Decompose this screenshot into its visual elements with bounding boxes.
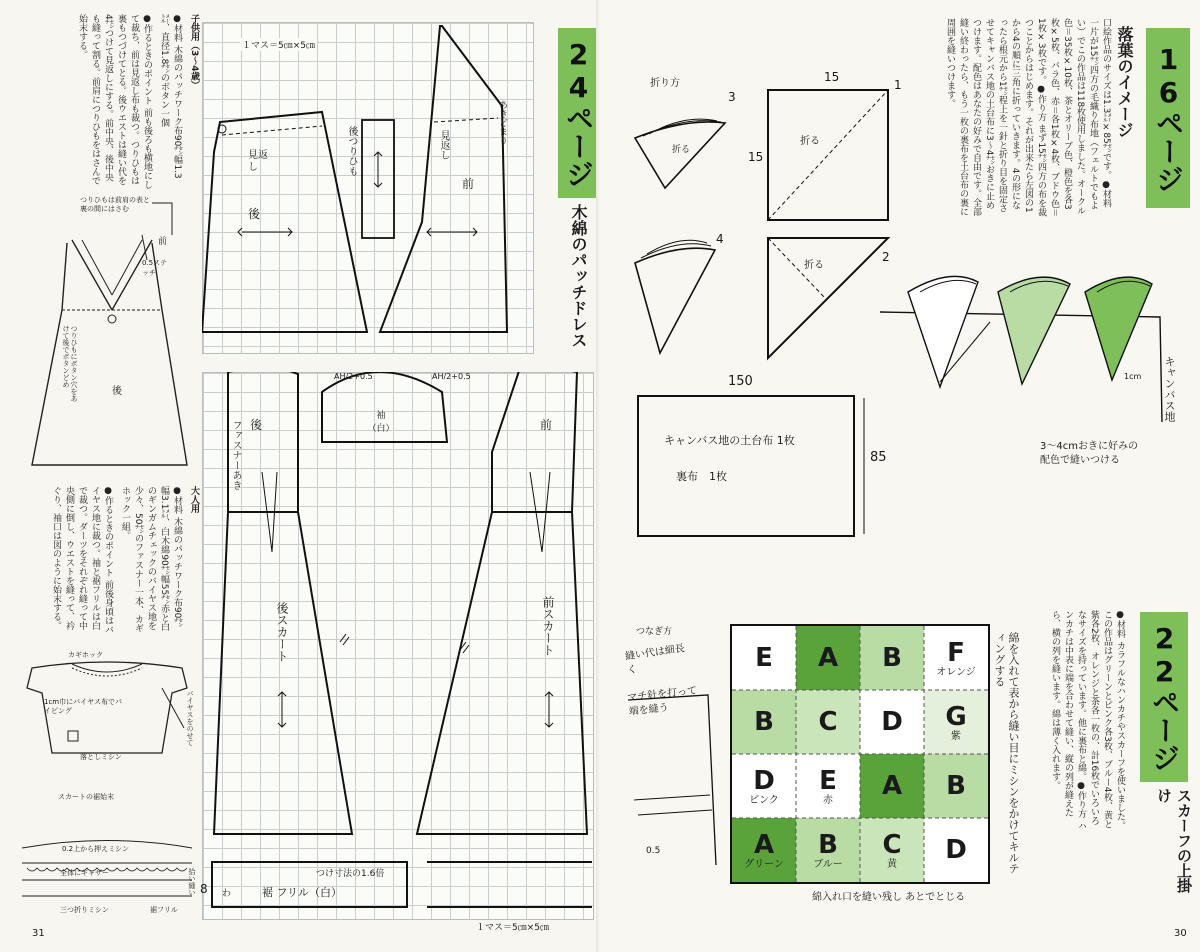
adult-materials: ●材料 木綿のパッチワーク布90㌢幅3.1㍍、白木綿90㌢幅55㌢赤と白のギンガムチェックのバイヤス地を少々、50㌢のファスナー一本、カギホック一組。 <box>120 486 182 633</box>
badge-22-page: 22ページ <box>1140 612 1188 782</box>
frill-wa-label: わ <box>222 889 232 899</box>
strap-label: 後つりひも <box>346 126 357 176</box>
badge-24-page: 24ページ <box>558 28 598 198</box>
dim-15-h: 15 <box>748 150 764 164</box>
bodice-front-label: 前 <box>540 418 553 432</box>
otoshi-label: 落としミシン <box>80 753 122 761</box>
ah-right-label: AH/2+0.5 <box>432 372 471 381</box>
canvas-label: キャンバス地 <box>1163 356 1176 422</box>
patch-2-2: A <box>860 754 924 818</box>
patch-1-2: D <box>860 690 924 754</box>
child-points: ●作るときのポイント 前も後ろも横地にして裁ち、前は見返し布も裁つ。つりひもは裏もつづけてとる。後ウエストは縫い代を4㌢つけて見返しにする。前中央、後中央も縫って割る。前肩につりひもをはさんで始末する。 <box>77 14 152 189</box>
frill-width-label: 8 <box>200 882 208 896</box>
hem-title: スカートの裾始末 <box>58 793 114 801</box>
child-materials: ●材料 木綿のパッチワーク布90㌢幅1.3㍍、直径1.8㌢のボタン一個 <box>159 14 182 179</box>
step-4: 4 <box>716 232 724 246</box>
fold-diagrams <box>625 78 905 368</box>
dim-15-w: 15 <box>824 70 840 84</box>
left-title: 木綿のパッチドレス <box>569 204 588 348</box>
patch-0-3: F オレンジ <box>924 626 988 690</box>
fold-label-3: 折る <box>672 145 691 155</box>
child-front-label: 前 <box>158 237 168 247</box>
patchwork-grid <box>730 624 990 884</box>
patch-1-3: G 紫 <box>924 690 988 754</box>
patch-0-1: A <box>796 626 860 690</box>
adult-points: ●作るときのポイント 前後身頃はバイヤス地に裁つ。袖と裾フリルは白で裁つ。ダーツをそれぞれ縫って中央側に倒し、ウエストを縫って、衿ぐり、袖口は図のように始末する。 <box>51 486 113 634</box>
step-3: 3 <box>728 90 736 104</box>
bottom-note: 綿入れ口を縫い残し あとでとじる <box>812 892 966 903</box>
child-mihaeshi-label: 見返し <box>248 150 268 173</box>
base-cloth-diagram <box>636 388 872 548</box>
right-page <box>600 0 1200 952</box>
fold-title: 折り方 <box>650 78 680 89</box>
front-pattern-label: 前 <box>462 177 475 191</box>
patch-3-1: B ブルー <box>796 818 860 882</box>
hem-note-3: 三つ折りミシン <box>60 906 109 914</box>
child-stitch-label: 0.5ステッチ <box>142 259 167 277</box>
adult-heading: 大人用 <box>189 486 199 513</box>
child-heading: 子供用（3〜4歳） <box>189 14 199 90</box>
patch-3-3: D <box>924 818 988 882</box>
patch-2-1: E 赤 <box>796 754 860 818</box>
scale-label-bottom: １マス＝5㎝×5㎝ <box>476 923 549 933</box>
hem-note-4: 裾フリル <box>150 906 178 914</box>
hem-note-2: 全体にギャザー <box>60 869 109 877</box>
scarf-title: スカーフの上掛け <box>1155 788 1193 893</box>
scarf-text: ●材料 カラフルなハンカチやスカーフを使いました。この作品はグリーンとピンク各3枚、ブルー4枚、黄と紫各2枚、オレンジと茶各一枚の、計16枚でいろいろなサイズを持っています。他に裏布と綿。●作り方 ハンカチは中表に端を合わせて縫い、縦の列が縫えたら、横の列を縫います。綿は薄く入れます。 <box>1050 610 1125 830</box>
child-back-pattern-label: 後 <box>248 207 261 221</box>
patch-2-3: B <box>924 754 988 818</box>
patch-0-0: E <box>732 626 796 690</box>
akidomari-label: あきどまり <box>497 100 507 145</box>
zipper-label: ファスナーあき <box>230 420 241 490</box>
front-mihaeshi-label: 見返し <box>438 130 449 160</box>
sleeve-label: 袖（白） <box>367 411 395 434</box>
patch-0-2: B <box>860 626 924 690</box>
frill-length-label: つけ寸法の1.6倍 <box>316 869 385 879</box>
scale-label-top: １マス＝5㎝×5㎝ <box>240 38 317 51</box>
dim-85: 85 <box>870 450 887 465</box>
front-skirt-label: 前スカート <box>541 596 555 656</box>
bias-sleeve-label: バイヤスをのせて <box>186 690 194 746</box>
patch-2-0: D ピンク <box>732 754 796 818</box>
hook-label: カギホック <box>68 651 103 659</box>
fallen-leaves-text: 口絵作品のサイズは1.3㍍×85㌢です。●材料 一片が15㌢四方の毛織り布地（フェルトでもよい）でこの作品は118枚使用しました。オークル色＝35枚×10枚、茶とオリーブ色、橙色を各3枚×5枚、バラ色、赤＝各1枚×4枚、ブドウ色＝1枚×3枚です。●作り方 まず15㌢四方の布を裁つことからはじめます。それが出来たら左図の1から4の順に三角に折っていきます。4の形になったら根元から1㌢程上を一針と折り目を固定させてキャンバス地の土台布に3〜4㌢おきに止めつけます。配色はあなたの好みで自由です。全部縫い終わったら、もう一枚の裏布を土台布の裏に周囲を縫いつけます。 <box>945 18 1111 218</box>
child-pattern-drawing <box>202 22 532 352</box>
child-back-label: 後 <box>112 386 122 397</box>
join-note-2: マチ針を打って端を縫う <box>626 685 698 718</box>
quilt-note: 綿を入れて表から縫い目にミシンをかけてキルティングする <box>993 632 1020 874</box>
fallen-leaves-title: 落葉のイメージ <box>1115 26 1134 138</box>
join-title: つなぎ方 <box>636 627 673 637</box>
base-text-1: キャンバス地の土台布 1枚 <box>664 434 795 447</box>
child-button-note: つりひもにボタン穴をあけて後でボタンどめ <box>62 325 78 402</box>
patch-1-0: B <box>732 690 796 754</box>
step-2: 2 <box>882 250 890 264</box>
dim-150: 150 <box>728 374 753 389</box>
hem-note-1: 0.2上から押えミシン <box>62 845 129 853</box>
child-strap-note: つりひもは前肩の表と裏の間にはさむ <box>80 196 150 213</box>
child-dress-illustration <box>12 195 200 480</box>
child-notes <box>14 14 200 190</box>
patch-seams <box>732 626 988 882</box>
fold-label-2: 折る <box>804 260 824 271</box>
bodice-back-label: 後 <box>250 418 263 432</box>
join-note-3: 0.5 <box>646 846 661 856</box>
hem-note-5: 拾い縫い <box>188 868 196 896</box>
frill-label: 裾 フリル（白） <box>262 886 343 899</box>
join-note-1: 縫い代は細長く <box>624 643 686 677</box>
gap-note: 3〜4cmおきに好みの配色で縫いつける <box>1040 441 1138 466</box>
onecm-label: 1cm <box>1124 372 1142 381</box>
base-text-2: 裏布 1枚 <box>676 470 727 483</box>
patch-3-0: A グリーン <box>732 818 796 882</box>
page-number-left: 31 <box>32 928 45 939</box>
adult-notes <box>14 486 200 636</box>
adult-pattern-drawing <box>202 372 592 918</box>
leaf-cones <box>880 262 1170 422</box>
fold-label-1: 折る <box>800 136 820 147</box>
badge-16-page: 16ページ <box>1146 28 1190 208</box>
page-number-right: 30 <box>1174 928 1187 939</box>
back-skirt-label: 後スカート <box>275 602 289 662</box>
patch-1-1: C <box>796 690 860 754</box>
bias-label: 1cm巾にバイヤス布でパイピング <box>44 698 122 715</box>
step-1: 1 <box>894 78 902 92</box>
patch-3-2: C 黄 <box>860 818 924 882</box>
ah-left-label: AH/2+0.5 <box>334 372 373 381</box>
